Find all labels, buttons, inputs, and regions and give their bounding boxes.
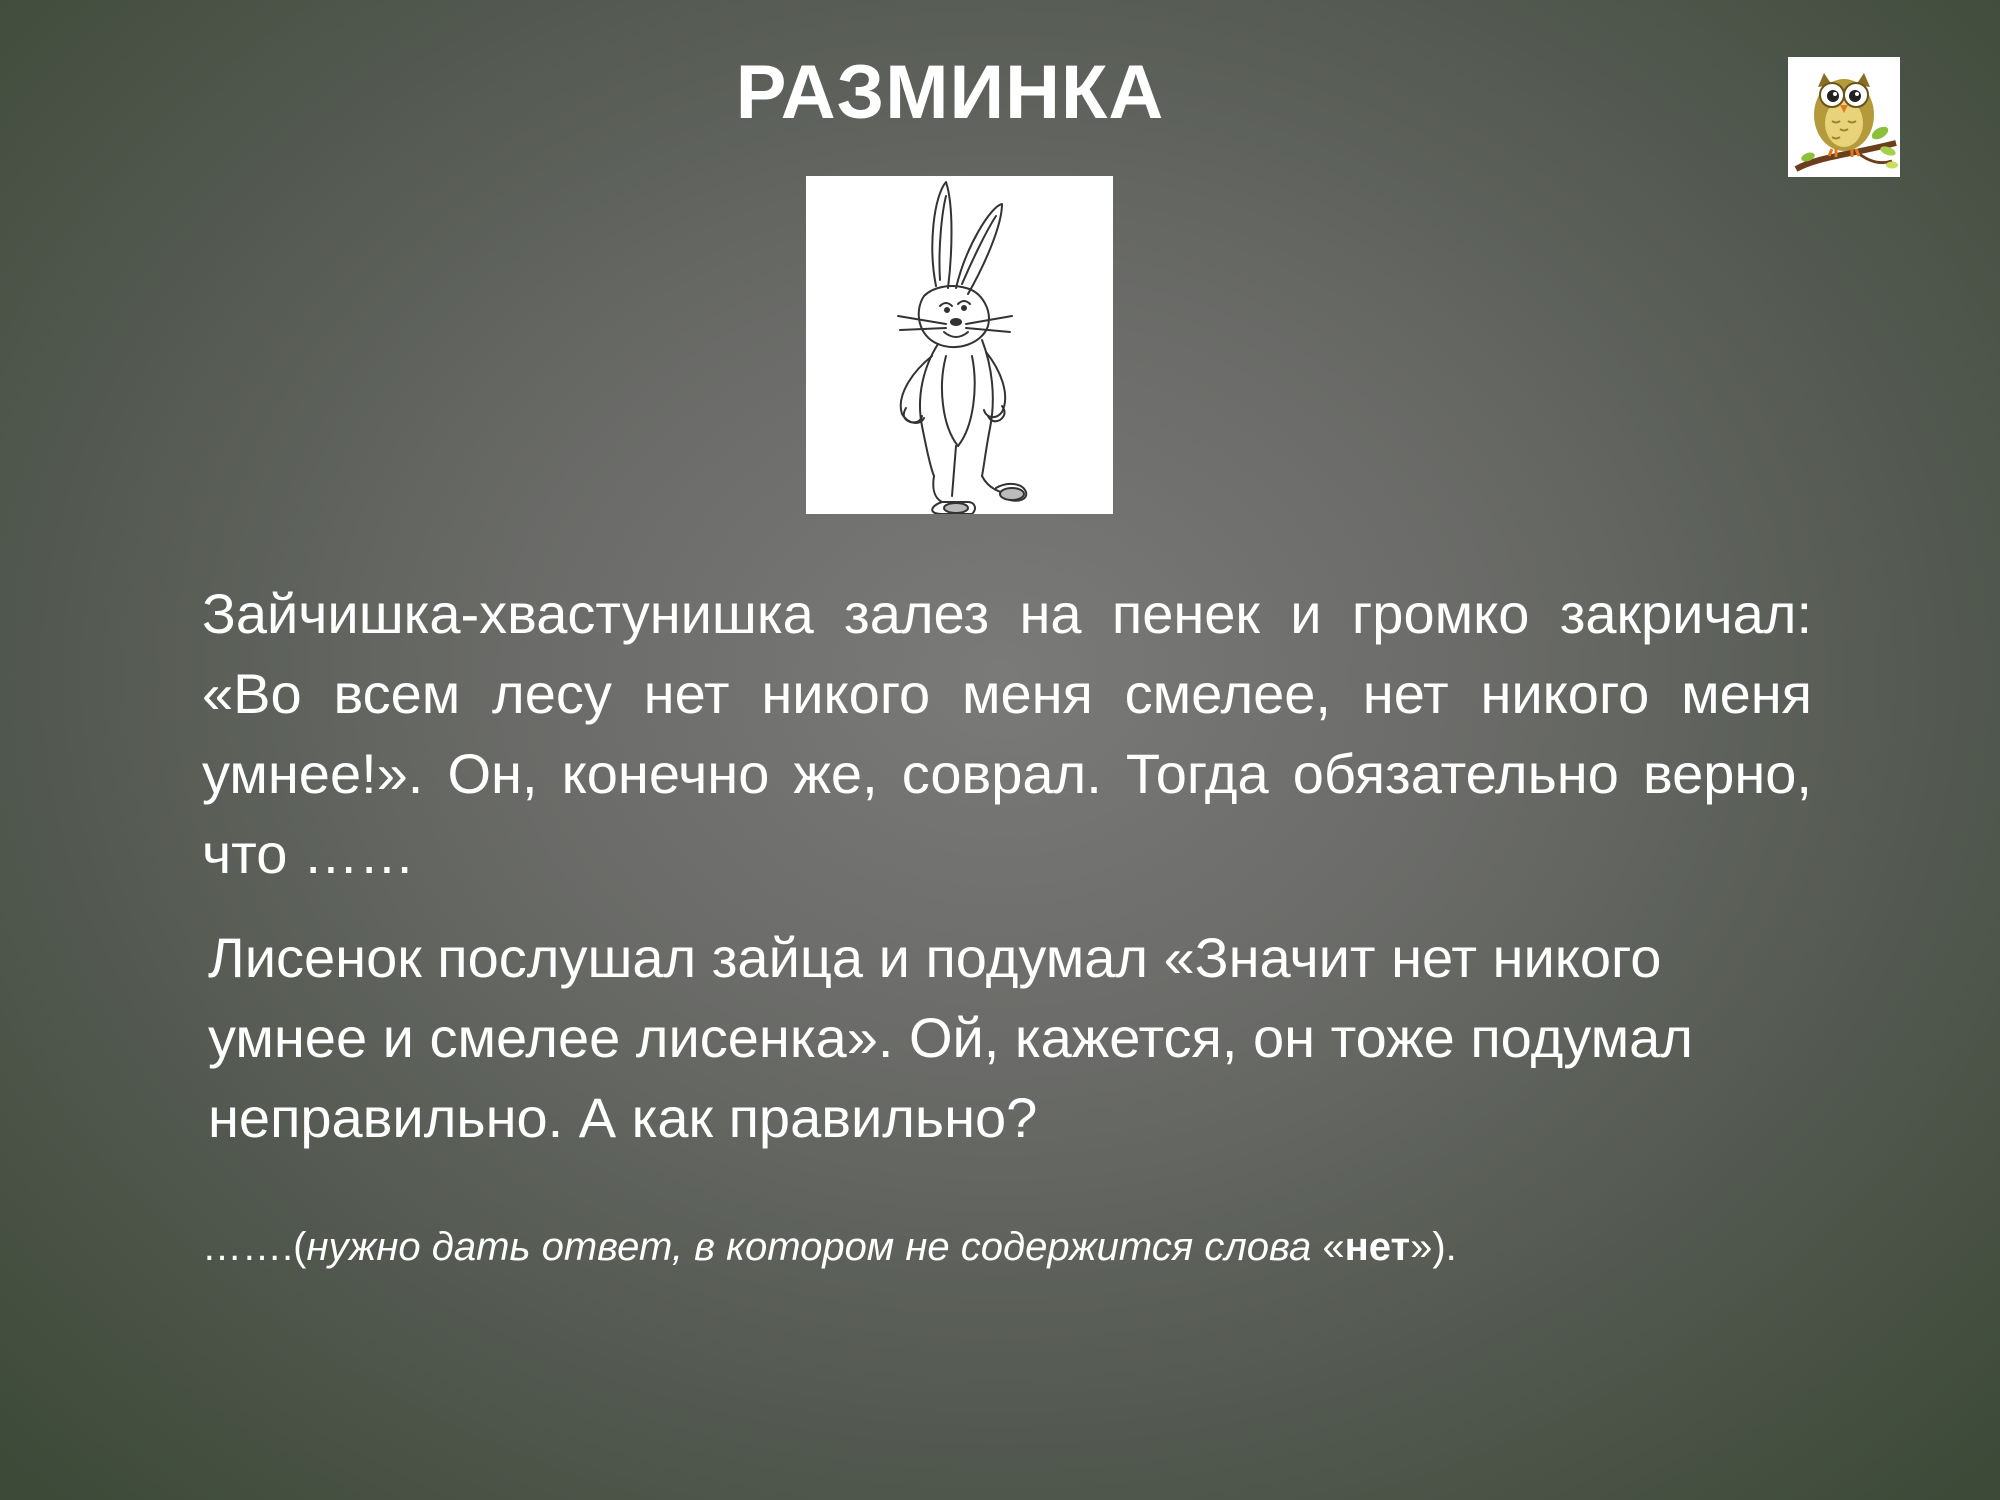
paragraph-boastful-hare: Зайчишка-хвастунишка залез на пенек и громко закричал: «Во всем лесу нет никого меня смелее, нет никого меня умнее!». Он, конечно же, соврал. Тогда обязательно верно, что …… <box>202 582 1812 885</box>
owl-logo-icon <box>1788 57 1900 177</box>
slide-title: РАЗМИНКА <box>735 50 1165 135</box>
hint-italic-text: нужно дать ответ, в котором не содержится слова <box>306 1225 1312 1269</box>
hint-suffix: »). <box>1410 1225 1457 1269</box>
bunny-drawing-icon <box>806 176 1113 514</box>
hint-bold-word: нет <box>1344 1225 1411 1269</box>
paragraph-fox-cub: Лисенок послушал зайца и подумал «Значит нет никого умнее и смелее лисенка». Ой, кажется, он тоже подумал неправильно. А как правильно? <box>208 926 1693 1149</box>
hint-quote-open: « <box>1311 1225 1345 1269</box>
hint-prefix: …….( <box>202 1225 307 1269</box>
answer-hint <box>202 1222 1457 1272</box>
